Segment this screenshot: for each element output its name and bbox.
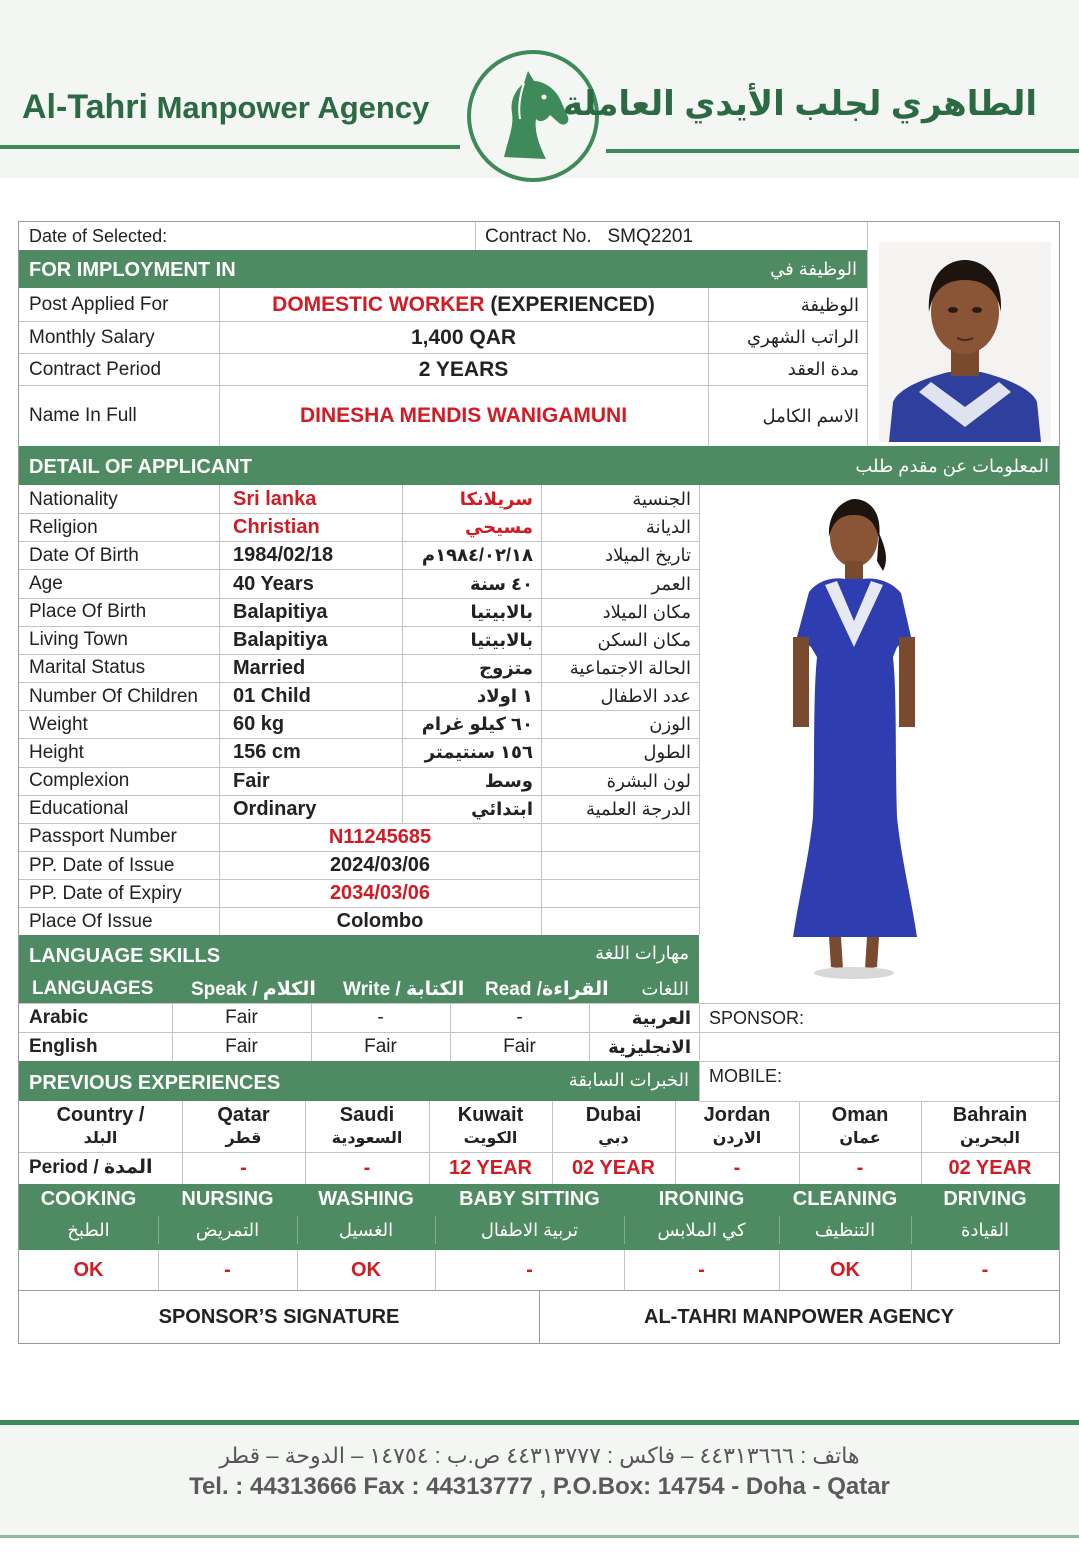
passport-label: PP. Date of Expiry bbox=[29, 882, 182, 904]
skill-name: COOKING bbox=[40, 1188, 137, 1210]
applicant-value-ar: وسط bbox=[484, 770, 533, 791]
employment-heading bbox=[19, 250, 867, 288]
full-body-photo bbox=[779, 497, 929, 987]
sponsor-label: SPONSOR: bbox=[709, 1007, 805, 1028]
applicant-value-ar: ابتدائي bbox=[471, 798, 533, 819]
skill-value: - bbox=[526, 1259, 533, 1281]
divider bbox=[475, 222, 476, 250]
col-line bbox=[624, 1250, 625, 1290]
applicant-label-ar: عدد الاطفال bbox=[600, 686, 691, 707]
applicant-label: Place Of Birth bbox=[29, 601, 147, 623]
applicant-label: Religion bbox=[29, 516, 98, 538]
country-name-ar: الاردن bbox=[712, 1130, 762, 1147]
country-period: - bbox=[363, 1157, 371, 1179]
applicant-value: Sri lanka bbox=[233, 488, 317, 511]
salary-label: Monthly Salary bbox=[29, 326, 155, 348]
lang-arabic-write: - bbox=[377, 1007, 384, 1028]
salary-value: 1,400 QAR bbox=[410, 325, 517, 349]
applicant-label: Nationality bbox=[29, 488, 118, 510]
applicant-label-ar: الدرجة العلمية bbox=[585, 798, 691, 819]
country-period: - bbox=[733, 1157, 741, 1179]
country-period: - bbox=[240, 1157, 247, 1179]
passport-value: N11245685 bbox=[328, 825, 432, 848]
lang-arabic-speak: Fair bbox=[225, 1007, 258, 1028]
applicant-value-ar: بالابيتيا bbox=[470, 629, 533, 650]
applicant-value: 01 Child bbox=[233, 685, 311, 708]
passport-label: Place Of Issue bbox=[29, 910, 153, 932]
country-name: Oman bbox=[831, 1103, 889, 1126]
agency-name-ar: الطاهري لجلب الأيدي العاملة bbox=[562, 85, 1037, 123]
lang-english-write: Fair bbox=[364, 1036, 397, 1057]
experience-heading-ar: الخبرات السابقة bbox=[568, 1070, 689, 1090]
applicant-value: 156 cm bbox=[233, 741, 301, 764]
lang-english-ar: الانجليزية bbox=[608, 1036, 691, 1057]
country-label: Country / bbox=[56, 1103, 145, 1126]
applicant-label-ar: الحالة الاجتماعية bbox=[569, 657, 691, 678]
language-heading-en: LANGUAGE SKILLS bbox=[29, 945, 221, 967]
period-label: Period / المدة bbox=[29, 1156, 153, 1178]
col-line bbox=[779, 1216, 780, 1244]
agency-signature: AL-TAHRI MANPOWER AGENCY bbox=[644, 1306, 954, 1328]
employment-heading-en: FOR IMPLOYMENT IN bbox=[29, 259, 236, 281]
skill-name: CLEANING bbox=[792, 1188, 898, 1210]
applicant-value: Married bbox=[233, 656, 306, 679]
applicant-value: Fair bbox=[233, 769, 270, 792]
country-name-ar: الكويت bbox=[463, 1130, 518, 1147]
col-line bbox=[435, 1250, 436, 1290]
full-name-label: Name In Full bbox=[29, 405, 137, 426]
col-speak: Speak / الكلام bbox=[191, 979, 316, 1000]
skill-name-ar: كي الملابس bbox=[657, 1220, 746, 1240]
col-line bbox=[158, 1250, 159, 1290]
country-name-ar: السعودية bbox=[331, 1130, 403, 1147]
lang-arabic-read: - bbox=[516, 1007, 523, 1028]
footer-contact-en: Tel. : 44313666 Fax : 44313777 , P.O.Box: 14754 - Doha - Qatar bbox=[189, 1473, 890, 1500]
full-name-value: DINESHA MENDIS WANIGAMUNI bbox=[299, 404, 628, 427]
country-name: Saudi bbox=[339, 1103, 395, 1126]
contract-label: Contract No. bbox=[485, 225, 592, 247]
country-name: Dubai bbox=[585, 1103, 642, 1126]
applicant-value-ar: سريلانكا bbox=[459, 489, 533, 510]
applicant-label-ar: الطول bbox=[643, 742, 691, 763]
applicant-value-ar: ٦٠ كيلو غرام bbox=[421, 714, 533, 735]
skill-name: BABY SITTING bbox=[459, 1188, 600, 1210]
contract-period-label-ar: مدة العقد bbox=[787, 359, 859, 379]
applicant-label-ar: الوزن bbox=[649, 714, 691, 735]
skill-name-ar: التنظيف bbox=[814, 1220, 876, 1240]
applicant-heading bbox=[19, 446, 1059, 485]
col-line bbox=[911, 1216, 912, 1244]
applicant-label-ar: مكان السكن bbox=[597, 629, 691, 650]
applicant-label-ar: لون البشرة bbox=[606, 770, 691, 791]
skill-value: OK bbox=[73, 1259, 104, 1281]
applicant-heading-ar: المعلومات عن مقدم طلب bbox=[855, 456, 1049, 476]
applicant-label-ar: تاريخ الميلاد bbox=[605, 545, 691, 566]
agency-name-en: Al-Tahri Manpower Agency bbox=[22, 88, 430, 126]
footer-line-bottom bbox=[0, 1535, 1079, 1538]
col-line bbox=[297, 1216, 298, 1244]
passport-value: 2034/03/06 bbox=[329, 882, 431, 905]
language-heading-ar: مهارات اللغة bbox=[595, 943, 689, 963]
applicant-value: Christian bbox=[233, 516, 320, 539]
applicant-label-ar: الجنسية bbox=[632, 489, 691, 510]
applicant-label: Marital Status bbox=[29, 657, 146, 679]
applicant-label: Living Town bbox=[29, 629, 128, 651]
skill-name: NURSING bbox=[181, 1188, 274, 1210]
applicant-label: Age bbox=[29, 573, 63, 594]
lang-english-read: Fair bbox=[503, 1036, 536, 1057]
applicant-label: Height bbox=[29, 741, 84, 763]
applicant-value-ar: ٤٠ سنة bbox=[470, 573, 533, 594]
country-period: 02 YEAR bbox=[948, 1157, 1032, 1179]
employment-heading-ar: الوظيفة في bbox=[770, 259, 857, 279]
col-line bbox=[297, 1250, 298, 1290]
passport-photo bbox=[879, 242, 1051, 442]
applicant-label-ar: مكان الميلاد bbox=[602, 601, 691, 622]
language-heading bbox=[19, 935, 699, 1003]
applicant-label: Complexion bbox=[29, 770, 130, 792]
sponsor-signature: SPONSOR’S SIGNATURE bbox=[158, 1306, 400, 1328]
country-name-ar: دبي bbox=[598, 1130, 629, 1147]
country-name-ar: البحرين bbox=[960, 1130, 1020, 1147]
passport-value: Colombo bbox=[336, 910, 424, 933]
applicant-value-ar: ١٩٨٤/٠٢/١٨م bbox=[421, 545, 533, 566]
country-period: - bbox=[856, 1157, 864, 1179]
applicant-value-ar: ١٥٦ سنتيمتر bbox=[424, 742, 533, 763]
applicant-value: Balapitiya bbox=[233, 628, 328, 651]
post-value-suffix: (EXPERIENCED) bbox=[484, 293, 655, 316]
applicant-value-ar: بالابيتيا bbox=[470, 601, 533, 622]
mobile-label: MOBILE: bbox=[709, 1066, 783, 1086]
lang-arabic: Arabic bbox=[29, 1007, 89, 1028]
post-value-main: DOMESTIC WORKER bbox=[272, 293, 485, 316]
skill-value: OK bbox=[830, 1259, 860, 1281]
footer-contact-ar: هاتف : ٤٤٣١٣٦٦٦ – فاكس : ٤٤٣١٣٧٧٧ ص.ب : ١٤٧٥٤ – الدوحة – قطر bbox=[219, 1443, 860, 1468]
applicant-heading-en: DETAIL OF APPLICANT bbox=[29, 456, 252, 478]
skill-name-ar: القيادة bbox=[961, 1220, 1009, 1240]
country-name-ar: قطر bbox=[225, 1130, 262, 1147]
col-line bbox=[435, 1216, 436, 1244]
country-name: Kuwait bbox=[457, 1103, 524, 1126]
applicant-value: Ordinary bbox=[233, 797, 317, 820]
applicant-label: Weight bbox=[29, 713, 88, 735]
skill-name: IRONING bbox=[658, 1188, 745, 1210]
applicant-value: 1984/02/18 bbox=[233, 544, 334, 567]
application-form bbox=[18, 221, 1060, 1344]
skill-name-ar: التمريض bbox=[195, 1220, 260, 1240]
skill-value: - bbox=[981, 1259, 989, 1281]
country-name: Jordan bbox=[703, 1103, 771, 1126]
lang-arabic-ar: العربية bbox=[631, 1007, 691, 1028]
skill-name-ar: تربية الاطفال bbox=[480, 1220, 579, 1240]
col-line bbox=[779, 1250, 780, 1290]
contract-value: SMQ2201 bbox=[607, 225, 694, 247]
header-line-right bbox=[606, 149, 1079, 153]
col-read: Read /القراءة bbox=[485, 979, 609, 1000]
col-languages-ar: اللغات bbox=[641, 979, 689, 999]
applicant-label: Number Of Children bbox=[29, 685, 198, 707]
salary-label-ar: الراتب الشهري bbox=[747, 327, 859, 347]
post-label: Post Applied For bbox=[29, 294, 169, 315]
applicant-label-ar: العمر bbox=[651, 573, 691, 594]
col-languages: LANGUAGES bbox=[32, 978, 154, 999]
experience-heading-en: PREVIOUS EXPERIENCES bbox=[29, 1072, 281, 1094]
col-write: Write / الكتابة bbox=[343, 979, 465, 1000]
lang-english: English bbox=[29, 1036, 98, 1057]
skill-value: - bbox=[698, 1259, 705, 1281]
skill-value: - bbox=[224, 1259, 231, 1281]
country-period: 02 YEAR bbox=[571, 1157, 655, 1179]
skill-name-ar: الطبخ bbox=[67, 1220, 110, 1240]
applicant-value: 60 kg bbox=[233, 713, 285, 736]
post-value bbox=[219, 288, 708, 321]
skill-name: WASHING bbox=[318, 1188, 414, 1210]
header-line-left bbox=[0, 145, 460, 149]
experience-heading bbox=[19, 1061, 699, 1101]
passport-value: 2024/03/06 bbox=[329, 854, 431, 876]
col-line bbox=[624, 1216, 625, 1244]
post-label-ar: الوظيفة bbox=[800, 294, 859, 315]
contract-period-value: 2 YEARS bbox=[418, 357, 509, 381]
skill-value: OK bbox=[351, 1259, 381, 1281]
col-line bbox=[867, 222, 868, 446]
letterhead bbox=[0, 0, 1079, 178]
country-name-ar: عمان bbox=[839, 1130, 881, 1147]
skill-name: DRIVING bbox=[943, 1188, 1027, 1210]
contract-number bbox=[485, 222, 875, 250]
lang-english-speak: Fair bbox=[225, 1036, 258, 1057]
country-period: 12 YEAR bbox=[448, 1157, 532, 1179]
passport-label: PP. Date of Issue bbox=[29, 854, 175, 876]
applicant-value-ar: ١ اولاد bbox=[477, 686, 533, 707]
skill-name-ar: الغسيل bbox=[338, 1220, 394, 1240]
applicant-value: 40 Years bbox=[233, 572, 314, 595]
passport-label: Passport Number bbox=[29, 826, 177, 848]
country-label-ar: البلد bbox=[83, 1130, 118, 1147]
date-selected-label: Date of Selected: bbox=[29, 226, 168, 246]
applicant-value-ar: مسيحي bbox=[465, 517, 533, 538]
full-name-label-ar: الاسم الكامل bbox=[762, 405, 859, 426]
country-name: Qatar bbox=[217, 1103, 270, 1126]
col-line bbox=[699, 485, 700, 935]
country-name: Bahrain bbox=[952, 1103, 1028, 1126]
col-line bbox=[158, 1216, 159, 1244]
applicant-label-ar: الديانة bbox=[645, 517, 691, 538]
contract-period-label: Contract Period bbox=[29, 358, 162, 380]
col-line bbox=[699, 1003, 700, 1101]
col-line bbox=[911, 1250, 912, 1290]
applicant-value: Balapitiya bbox=[233, 600, 328, 623]
applicant-label: Educational bbox=[29, 798, 129, 820]
applicant-value-ar: متزوج bbox=[479, 657, 533, 678]
applicant-label: Date Of Birth bbox=[29, 544, 139, 566]
